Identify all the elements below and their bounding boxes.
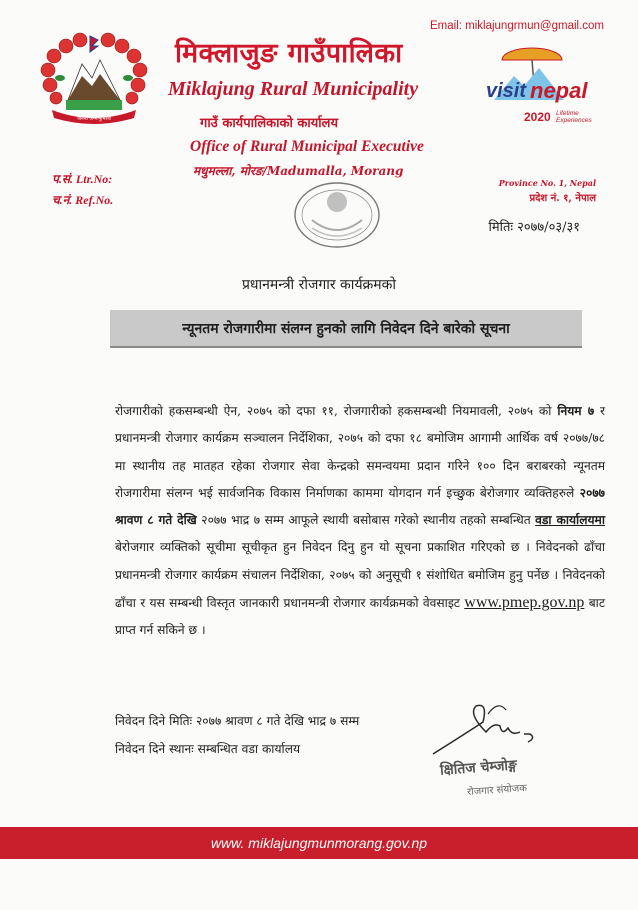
office-title-english: Office of Rural Municipal Executive [190, 138, 424, 155]
body-segment: बाट प्राप्त गर्न सकिने छ । [115, 596, 605, 638]
address: मधुमल्ला, मोरङ/Madumalla, Morang [193, 164, 404, 178]
municipality-title-english: Miklajung Rural Municipality [168, 78, 419, 100]
body-segment: र प्रधानमन्त्री रोजगार कार्यक्रम सञ्चालन निर्देशिका, २०७५ को दफा १८ बमोजिम आगामी आर्थिक वर्ष २०७७/७८ मा स्थानीय तह मातहत रहेका रोजगार सेवा केन्द्रको समन्वयमा प्रदान गरिने १०० दिन बराबरको न्यूनतम रोजगारीमा संलग्न भई सार्वजनिक विकास निर्माणका काममा योगदान गर्न इच्छुक बेरोजगार व्यक्तिहरुले [115, 404, 606, 500]
body-segment: रोजगारीको हकसम्बन्धी ऐन, २०७५ को दफा ११, रोजगारीको हकसम्बन्धी नियमावली, २०७५ को [115, 404, 558, 418]
notice-body [115, 398, 605, 645]
application-place: निवेदन दिने स्थानः सम्बन्धित वडा कार्यालय [115, 742, 301, 756]
province-english: Province No. 1, Nepal [498, 178, 596, 188]
body-segment: २०७७ भाद्र ७ सम्म आफूले स्थायी बसोबास गरेको स्थानीय तहको सम्बन्धित [196, 513, 536, 528]
body-bold-segment: वडा कार्यालयमा [535, 513, 605, 528]
body-segment: बेरोजगार व्यक्तिको सूचीमा सूचीकृत हुन निवेदन दिनु हुन यो सूचना प्रकाशित गरिएको छ । निवेदनको ढाँचा प्रधानमन्त्री रोजगार कार्यक्रम संचालन निर्देशिका, २०७५ को अनुसूची १ संशोधित बमोजिम हुनु पर्नेछ । निवेदनको ढाँचा र यस सम्बन्धी विस्तृत जानकारी प्रधानमन्त्री रोजगार कार्यक्रमको वेवसाइट [115, 540, 605, 611]
handwritten-signature [428, 692, 558, 762]
notice-headline-box [110, 310, 582, 348]
nepal-text: nepal [530, 78, 588, 103]
signatory-name: क्षितिज चेम्जोङ्ग [439, 757, 518, 779]
notice-headline: न्यूनतम रोजगारीमा संलग्न हुनको लागि निवेदन दिने बारेको सूचना [182, 320, 510, 337]
notice-date: मितिः २०७७/०३/३१ [488, 220, 580, 235]
email-address: Email: miklajungrmun@gmail.com [430, 20, 604, 32]
tagline-text: Lifetime Experiences [556, 110, 592, 124]
footer-website[interactable]: www. miklajungmunmorang.gov.np [210, 835, 428, 851]
year-text: 2020 [524, 110, 551, 124]
visit-text: visit [486, 80, 527, 102]
body-bold-segment: नियम ७ [557, 404, 595, 418]
pmep-website-link[interactable]: www.pmep.gov.np [464, 594, 585, 612]
nepal-emblem-logo [38, 30, 150, 130]
signatory-role: रोजगार संयोजक [466, 782, 528, 799]
application-date: निवेदन दिने मितिः २०७७ श्रावण ८ गते देखि भाद्र ७ सम्म [115, 714, 360, 728]
program-title: प्रधानमन्त्री रोजगार कार्यक्रमको [241, 277, 397, 293]
reference-number-label: च.नं. Ref.No. [52, 193, 114, 207]
municipality-title-nepali: मिक्लाजुङ गाउँपालिका [175, 38, 403, 69]
body-bold-segment: २०७७ श्रावण ८ गते देखि [115, 485, 605, 528]
letter-number-label: प.सं. Ltr.No: [52, 172, 113, 186]
svg-text:जननी जन्मभूमिश्च: जननी जन्मभूमिश्च [77, 116, 111, 122]
office-seal-stamp [292, 180, 382, 250]
province-nepali: प्रदेश नं. १, नेपाल [529, 193, 596, 204]
footer-bar [0, 827, 638, 859]
office-title-nepali: गाउँ कार्यपालिकाको कार्यालय [200, 116, 338, 131]
visit-nepal-logo [484, 30, 604, 140]
